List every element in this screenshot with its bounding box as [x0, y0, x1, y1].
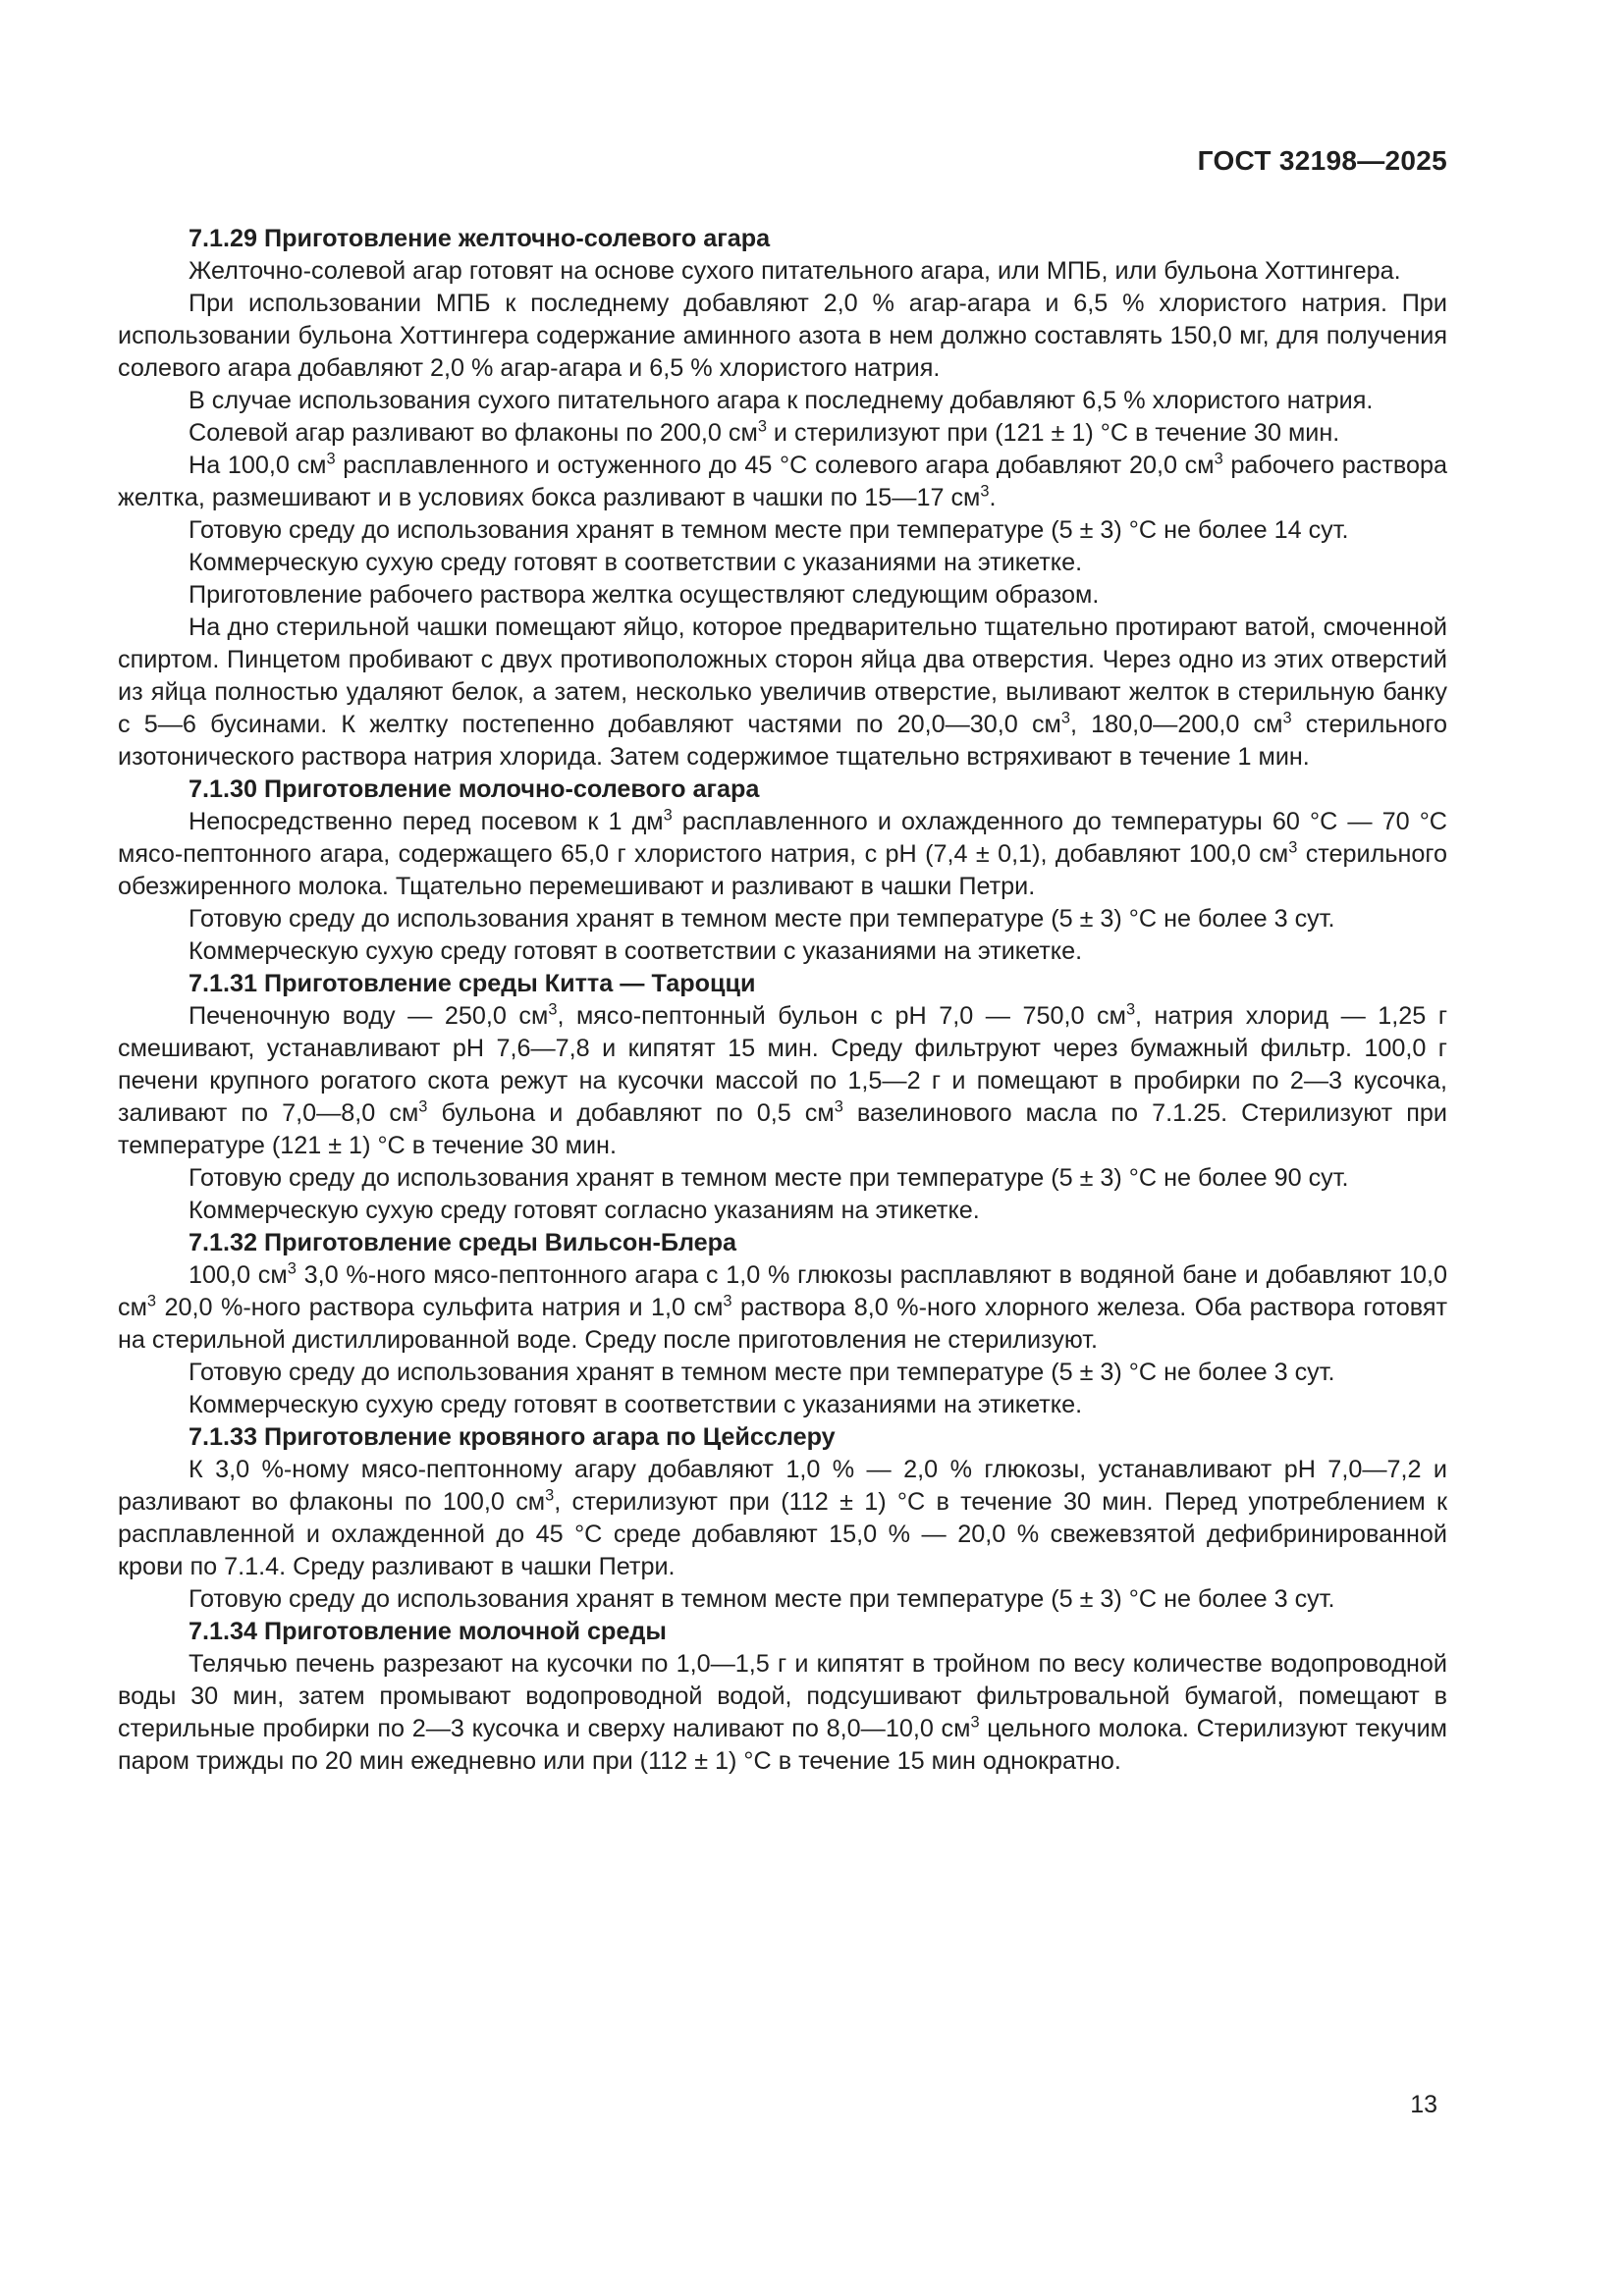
document-body	[118, 223, 1447, 1778]
section	[118, 1421, 1447, 1616]
paragraph: В случае использования сухого питательного агара к последнему добавляют 6,5 % хлористого натрия.	[189, 387, 1374, 414]
paragraph: Готовую среду до использования хранят в темном месте при температуре (5 ± 3) °С не более 90 сут.	[189, 1164, 1349, 1192]
paragraph: Непосредственно перед посевом к 1 $дм^3$ расплавленного и охлажденного до температуры 60 °С — 70 °С мясо-пептонного агара, содержащего 65,0 г хлористого натрия, с pH (7,4 ± 0,1), добавляют 100,0 $см^3$ стерильного обезжиренного молока. Тщательно перемешивают и разливают в чашки Петри.	[118, 806, 1448, 900]
paragraph: На дно стерильной чашки помещают яйцо, которое предварительно тщательно протирают ватой, смоченной спиртом. Пинцетом пробивают с двух противоположных сторон яйца два отверстия. Через одно из этих отверстий из яйца полностью удаляют белок, а затем, несколько увеличив отверстие, выливают желток в стерильную банку с 5—6 бусинами. К желтку постепенно добавляют частями по 20,0—30,0 $см^3$, 180,0—200,0 $см^3$ стерильного изотонического раствора натрия хлорида. Затем содержимое тщательно встряхивают в течение 1 мин.	[118, 614, 1448, 771]
section	[118, 1227, 1447, 1421]
paragraph: Желточно-солевой агар готовят на основе сухого питательного агара, или МПБ, или бульона Хоттингера.	[189, 257, 1401, 285]
section-heading: 7.1.31 Приготовление среды Китта — Тароцци	[189, 970, 756, 997]
paragraph: Солевой агар разливают во флаконы по 200,0 $см^3$ и стерилизуют при (121 ± 1) °С в течение 30 мин.	[189, 417, 1340, 447]
section	[118, 223, 1447, 774]
section-heading: 7.1.29 Приготовление желточно-солевого агара	[189, 225, 771, 252]
paragraph: Печеночную воду — 250,0 $см^3$, мясо-пептонный бульон с pH 7,0 — 750,0 $см^3$, натрия хлорид — 1,25 г смешивают, устанавливают pH 7,6—7,8 и кипятят 15 мин. Среду фильтруют через бумажный фильтр. 100,0 г печени крупного рогатого скота режут на кусочки массой по 1,5—2 г и помещают в пробирки по 2—3 кусочка, заливают по 7,0—8,0 $см^3$ бульона и добавляют по 0,5 $см^3$ вазелинового масла по 7.1.25. Стерилизуют при температуре (121 ± 1) °С в течение 30 мин.	[118, 1000, 1448, 1159]
paragraph: Готовую среду до использования хранят в темном месте при температуре (5 ± 3) °С не более 3 сут.	[189, 1359, 1335, 1386]
paragraph: Коммерческую сухую среду готовят согласно указаниям на этикетке.	[189, 1197, 980, 1224]
paragraph: На 100,0 $см^3$ расплавленного и остуженного до 45 °С солевого агара добавляют 20,0 $см^3$ рабочего раствора желтка, размешивают и в условиях бокса разливают в чашки по 15—17 $см^3$.	[118, 450, 1448, 511]
paragraph: Коммерческую сухую среду готовят в соответствии с указаниями на этикетке.	[189, 937, 1083, 965]
paragraph: Готовую среду до использования хранят в темном месте при температуре (5 ± 3) °С не более 3 сут.	[189, 905, 1335, 933]
section-heading: 7.1.32 Приготовление среды Вильсон-Блера	[189, 1229, 737, 1256]
section	[118, 1616, 1447, 1778]
standard-designation: ГОСТ 32198—2025	[1197, 145, 1447, 176]
section-heading: 7.1.34 Приготовление молочной среды	[189, 1618, 667, 1645]
paragraph: Готовую среду до использования хранят в темном месте при температуре (5 ± 3) °С не более 14 сут.	[189, 516, 1349, 544]
section-heading: 7.1.33 Приготовление кровяного агара по Цейсслеру	[189, 1423, 836, 1451]
paragraph: Приготовление рабочего раствора желтка осуществляют следующим образом.	[189, 581, 1100, 609]
page-number: 13	[1410, 2091, 1437, 2118]
paragraph: Телячью печень разрезают на кусочки по 1,0—1,5 г и кипятят в тройном по весу количестве водопроводной воды 30 мин, затем промывают водопроводной водой, подсушивают фильтровальной бумагой, помещают в стерильные пробирки по 2—3 кусочка и сверху наливают по 8,0—10,0 $см^3$ цельного молока. Стерилизуют текучим паром трижды по 20 мин ежедневно или при (112 ± 1) °С в течение 15 мин однократно.	[118, 1650, 1447, 1775]
paragraph: Коммерческую сухую среду готовят в соответствии с указаниями на этикетке.	[189, 1391, 1083, 1418]
section	[118, 968, 1447, 1227]
paragraph: При использовании МПБ к последнему добавляют 2,0 % агар-агара и 6,5 % хлористого натрия. При использовании бульона Хоттингера содержание аминного азота в нем должно составлять 150,0 мг, для получения солевого агара добавляют 2,0 % агар-агара и 6,5 % хлористого натрия.	[118, 290, 1447, 382]
paragraph: К 3,0 %-ному мясо-пептонному агару добавляют 1,0 % — 2,0 % глюкозы, устанавливают pH 7,0—7,2 и разливают во флаконы по 100,0 $см^3$, стерилизуют при (112 ± 1) °С в течение 30 мин. Перед употреблением к расплавленной и охлажденной до 45 °С среде добавляют 15,0 % — 20,0 % свежевзятой дефибринированной крови по 7.1.4. Среду разливают в чашки Петри.	[118, 1456, 1447, 1580]
section	[118, 774, 1447, 968]
paragraph: Готовую среду до использования хранят в темном месте при температуре (5 ± 3) °С не более 3 сут.	[189, 1585, 1335, 1613]
paragraph: Коммерческую сухую среду готовят в соответствии с указаниями на этикетке.	[189, 549, 1083, 576]
section-heading: 7.1.30 Приготовление молочно-солевого агара	[189, 775, 760, 803]
paragraph: 100,0 $см^3$ 3,0 %-ного мясо-пептонного агара с 1,0 % глюкозы расплавляют в водяной бане и добавляют 10,0 $см^3$ 20,0 %-ного раствора сульфита натрия и 1,0 $см^3$ раствора 8,0 %-ного хлорного железа. Оба раствора готовят на стерильной дистиллированной воде. Среду после приготовления не стерилизуют.	[118, 1259, 1448, 1354]
